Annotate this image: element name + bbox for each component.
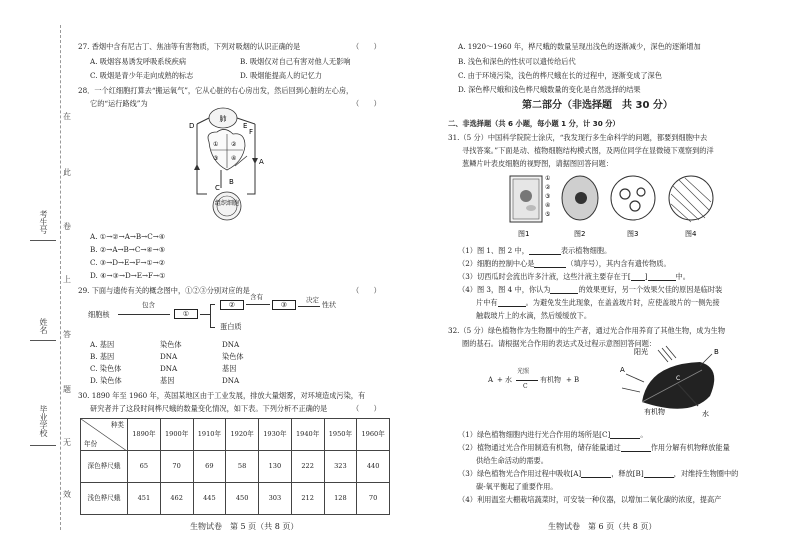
cut-char: 题 <box>63 385 71 394</box>
circled-2: ② <box>545 184 551 191</box>
answer-blank[interactable] <box>644 470 674 478</box>
cut-char: 上 <box>63 275 71 284</box>
fig4-label: 图4 <box>685 230 697 238</box>
q29-option-c-3: 基因 <box>222 364 237 373</box>
concept-determines: 决定 <box>306 296 319 304</box>
concept-protein: 蛋白质 <box>220 322 242 331</box>
school-line <box>30 445 56 446</box>
name-line <box>30 340 56 341</box>
cut-char: 卷 <box>63 222 71 231</box>
answer-blank[interactable] <box>581 470 611 478</box>
q31-stem-line2: 寻找答案。”下面是动、植物细胞结构模式图，及两位同学在显微镜下观察到的洋 <box>462 146 714 155</box>
label-1: ① <box>213 141 219 148</box>
answer-blank[interactable] <box>550 286 578 294</box>
fig1-label: 图1 <box>518 230 530 238</box>
table-cell: 450 <box>226 483 259 515</box>
lung-label: 肺 <box>219 115 227 123</box>
q32-sub3: （3）绿色植物光合作用过程中吸收[A] ，释放[B] ，对维持生物圈中的 <box>458 469 739 478</box>
q31-stem-line3: 葱鳞片叶表皮细胞的视野图，请据图回答问题： <box>462 159 613 168</box>
year-cell: 1950年 <box>324 419 357 451</box>
q31-sub2: （2）细胞的控制中心是 （填序号），其内含有遗传物质。 <box>458 259 671 268</box>
q32-sub2: （2）植物通过光合作用制造有机物，储存能量通过 作用分解有机物释放能量 <box>458 443 730 452</box>
student-no-label: 考生号 <box>39 210 48 234</box>
circled-3: ③ <box>545 193 551 200</box>
table-cell: 70 <box>357 483 390 515</box>
concept-contains1: 包含 <box>142 301 155 309</box>
q29-option-d-3: DNA <box>222 376 240 385</box>
q30-stem-line1: 30. 1890 年至 1960 年，英国某地区由于工业发展，排放大量烟雾，对环境造成污染，有 <box>78 391 366 400</box>
leaf-label-organic: 有机物 <box>644 408 665 416</box>
table-cell: 69 <box>193 451 226 483</box>
header-kind: 种类 <box>110 421 124 429</box>
table-cell: 440 <box>357 451 390 483</box>
leaf-label-water: 水 <box>702 410 709 418</box>
moth-table <box>80 418 390 515</box>
row-name: 浅色桦尺蛾 <box>81 483 128 515</box>
concept-box-2: ② <box>220 300 244 310</box>
cut-char: 答 <box>63 330 71 339</box>
leaf-label-C: C <box>676 375 681 382</box>
row-name: 深色桦尺蛾 <box>81 451 128 483</box>
q30-option-a: A. 1920～1960 年，桦尺蛾的数量呈现出浅色的逐渐减少，深色的逐渐增加 <box>458 42 701 51</box>
answer-blank[interactable] <box>498 299 526 307</box>
table-row <box>81 483 390 515</box>
table-cell: 70 <box>160 451 193 483</box>
fig2-label: 图2 <box>574 230 586 238</box>
q28-option-c: C. ③→D→E→F→①→② <box>90 258 166 267</box>
table-row <box>81 451 390 483</box>
photosynthesis-formula: A + 水 光照 C 有机物 + B <box>488 368 580 390</box>
concept-nucleus: 细胞核 <box>88 310 110 319</box>
q29-bracket: （ ） <box>352 286 381 295</box>
concept-map <box>88 293 368 334</box>
q29-option-a-3: DNA <box>222 340 240 349</box>
table-cell: 462 <box>160 483 193 515</box>
left-page-footer: 生物试卷 第 5 页（共 8 页） <box>190 522 299 531</box>
q29-option-b-1: B. 基因 <box>90 352 115 361</box>
q27-option-a: A. 吸烟容易诱发呼吸系统疾病 <box>90 57 187 66</box>
q27-stem: 27. 香烟中含有尼古丁、焦油等有害物质，下列对吸烟的认识正确的是 <box>78 42 301 51</box>
q31-sub4-line2: 片中有 。为避免发生此现象，在盖盖玻片时，应使盖玻片的一侧先接 <box>476 298 720 307</box>
label-F: F <box>249 128 254 136</box>
label-C: C <box>215 184 220 192</box>
q29-option-b-3: 染色体 <box>222 352 244 361</box>
q29-option-d-1: D. 染色体 <box>90 376 122 385</box>
table-cell: 65 <box>128 451 161 483</box>
q28-option-b: B. ②→A→B→C→④→⑤ <box>90 245 166 254</box>
tissue-cells-label: 组织细胞 <box>214 200 240 207</box>
q28-option-a: A. ①→②→A→B→C→④ <box>90 232 166 241</box>
q31-sub1: （1）图 1、图 2 中， 表示植物细胞。 <box>458 246 612 255</box>
right-page-footer: 生物试卷 第 6 页（共 8 页） <box>548 522 657 531</box>
cut-char: 无 <box>63 438 71 447</box>
q31-sub4-line3: 触载玻片上的水滴，然后缓缓放下。 <box>476 311 592 320</box>
circled-5: ⑤ <box>545 211 551 218</box>
q29-option-d-2: 基因 <box>160 376 175 385</box>
answer-blank[interactable] <box>610 431 640 439</box>
q32-stem-line1: 32.（5 分）绿色植物作为生物圈中的生产者，通过光合作用养育了其他生物，成为生物 <box>448 326 726 335</box>
label-A: A <box>259 158 264 166</box>
fig3-label: 图3 <box>627 230 639 238</box>
school-label: 毕业学校 <box>39 405 48 437</box>
cell-figures <box>495 170 725 240</box>
q27-option-b: B. 吸烟仅对自己有害对他人无影响 <box>240 57 351 66</box>
name-label: 姓名 <box>39 318 48 334</box>
q28-stem-line2: 它的“运行路线”为 <box>90 99 148 108</box>
year-cell: 1930年 <box>259 419 292 451</box>
q30-bracket: （ ） <box>352 404 381 413</box>
circulation-diagram <box>185 104 285 224</box>
q29-option-c-2: DNA <box>160 364 178 373</box>
q30-option-b: B. 浅色和深色的性状可以遗传给后代 <box>458 57 576 66</box>
year-cell: 1920年 <box>226 419 259 451</box>
q31-stem-line1: 31.（5 分）中国科学院院士涂庆，“我发现行多生命科学的问题，都要到细胞中去 <box>448 133 708 142</box>
year-cell: 1900年 <box>160 419 193 451</box>
q32-stem-line2: 圈的基石。请根据光合作用的表达式及过程示意图回答问题： <box>462 339 657 348</box>
q30-option-d: D. 深色桦尺蛾和浅色桦尺蛾数量的变化是自然选择的结果 <box>458 85 641 94</box>
q29-option-a-2: 染色体 <box>160 340 182 349</box>
table-cell: 222 <box>291 451 324 483</box>
label-D: D <box>189 122 195 130</box>
q29-option-a-1: A. 基因 <box>90 340 115 349</box>
part-two-title: 第二部分（非选择题 共 30 分） <box>522 100 673 111</box>
table-cell: 445 <box>193 483 226 515</box>
cut-line <box>60 25 61 530</box>
q32-sub2-line2: 供给生命活动的需要。 <box>476 456 548 465</box>
circled-1: ① <box>545 175 551 182</box>
q30-stem-line2: 研究者并了这段时间桦尺蛾的数量变化情况，如下表。下列分析不正确的是 <box>90 404 328 413</box>
label-3: ③ <box>213 155 219 162</box>
q27-option-d: D. 吸烟能提高人的记忆力 <box>240 71 322 80</box>
q28-stem-line1: 28．一个红细胞打算去“搬运氧气”，它从心脏的右心房出发，然后回到心脏的左心房， <box>78 86 354 95</box>
circled-4: ④ <box>545 202 551 209</box>
label-E: E <box>243 122 248 130</box>
student-no-line <box>30 240 56 241</box>
table-cell: 451 <box>128 483 161 515</box>
q32-sub1: （1）绿色植物细胞内进行光合作用的场所是[C] 。 <box>458 430 648 439</box>
table-cell: 130 <box>259 451 292 483</box>
leaf-label-B: B <box>714 348 719 356</box>
q32-sub4: （4）利用温室大棚栽培蔬菜时，可安装一种仪器，以增加二氧化碳的浓度，提高产 <box>458 495 722 504</box>
year-cell: 1960年 <box>357 419 390 451</box>
header-year: 年份 <box>84 439 98 448</box>
q32-sub3-line2: 碳-氧平衡起了重要作用。 <box>476 482 558 491</box>
table-cell: 212 <box>291 483 324 515</box>
sun-label: 阳光 <box>634 348 648 356</box>
concept-contains2: 含有 <box>250 293 263 301</box>
q31-sub3: （3）切西瓜时会流出许多汁液，这些汁液主要存在于[ ] 中。 <box>458 272 690 281</box>
answer-blank[interactable] <box>534 260 566 268</box>
q31-sub4: （4）图 3，图 4 中，你认为 的效果更好，另一个效果欠佳的原因是临时装 <box>458 285 723 294</box>
q29-option-b-2: DNA <box>160 352 178 361</box>
table-cell: 303 <box>259 483 292 515</box>
leaf-diagram <box>618 344 730 426</box>
answer-blank[interactable] <box>648 273 676 281</box>
q27-bracket: （ ） <box>352 42 381 51</box>
table-corner-header <box>81 419 128 451</box>
cut-char: 在 <box>63 112 71 121</box>
cut-char: 效 <box>63 490 71 499</box>
section-two-heading: 二、非选择题（共 6 小题，每小题 1 分，计 30 分） <box>448 119 620 128</box>
concept-trait: 性状 <box>322 301 336 309</box>
year-cell: 1890年 <box>128 419 161 451</box>
year-cell: 1910年 <box>193 419 226 451</box>
q28-option-d: D. ④→③→D→E→F→① <box>90 271 166 280</box>
q29-stem: 29. 下面与遗传有关的概念图中，①②③分别对应的是 <box>78 286 250 295</box>
year-cell: 1940年 <box>291 419 324 451</box>
q27-option-c: C. 吸烟是青少年走向成熟的标志 <box>90 71 194 80</box>
answer-blank[interactable] <box>529 247 561 255</box>
table-cell: 323 <box>324 451 357 483</box>
q29-option-c-1: C. 染色体 <box>90 364 122 373</box>
table-cell: 128 <box>324 483 357 515</box>
q28-bracket: （ ） <box>352 99 381 108</box>
q30-option-c: C. 由于环境污染，浅色的桦尺蛾在长的过程中，逐渐变成了深色 <box>458 71 662 80</box>
label-B: B <box>229 178 234 186</box>
label-4: ④ <box>231 155 237 162</box>
leaf-label-A: A <box>620 366 625 374</box>
label-2: ② <box>231 141 237 148</box>
answer-blank[interactable] <box>621 444 651 452</box>
table-cell: 58 <box>226 451 259 483</box>
concept-box-1: ① <box>174 309 198 319</box>
answer-blank[interactable] <box>631 273 645 281</box>
concept-box-3: ③ <box>272 300 296 310</box>
cut-char: 此 <box>63 168 71 177</box>
